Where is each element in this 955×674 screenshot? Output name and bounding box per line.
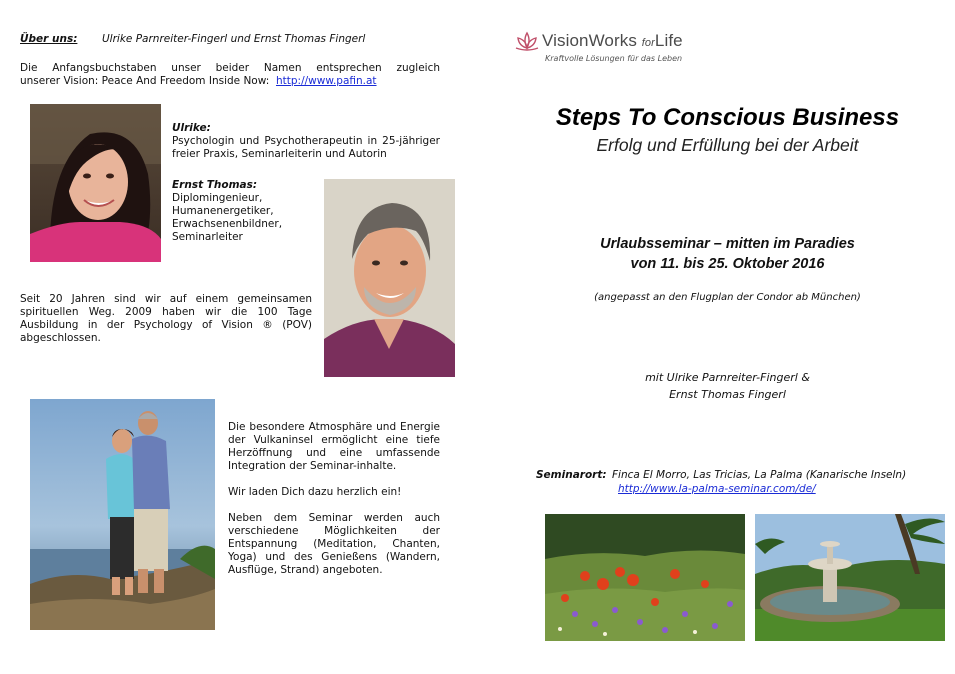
journey-text: Seit 20 Jahren sind wir auf einem gemeinsamen spirituellen Weg. 2009 haben wir die 100 Tage Ausbildung in der Psychology of Vision ® (POV) abgeschlossen. [20, 293, 312, 344]
hosts-line-2: Ernst Thomas Fingerl [669, 388, 786, 401]
ernst-line-4: Seminarleiter [172, 231, 243, 243]
venue-link[interactable]: http://www.la-palma-seminar.com/de/ [618, 483, 816, 495]
ernst-name: Ernst Thomas: [172, 179, 258, 191]
ernst-info [172, 179, 317, 244]
ernst-photo [324, 179, 455, 377]
venue-label: Seminarort: [536, 469, 607, 481]
logo-brand: VisionWorks [542, 31, 637, 50]
seminar-title: Urlaubsseminar – mitten im Paradies [600, 236, 855, 252]
seminar-note: (angepasst an den Flugplan der Condor ab München) [594, 292, 861, 303]
island-paragraph-3: Neben dem Seminar werden auch verschiedene Möglichkeiten der Entspannung (Meditation, Chanten, Yoga) und des Genießens (Wandern, Ausflüge, Strand) angeboten. [228, 512, 440, 576]
ernst-line-3: Erwachsenenbildner, [172, 218, 283, 230]
lotus-icon [514, 30, 540, 52]
ulrike-name: Ulrike: [172, 122, 211, 134]
ulrike-description: Psychologin und Psychotherapeutin in 25-jähriger freier Praxis, Seminarleiterin und Autorin [172, 135, 440, 160]
ernst-line-1: Diplomingenieur, [172, 192, 263, 204]
sub-title: Erfolg und Erfüllung bei der Arbeit [596, 135, 859, 155]
couple-photo [30, 399, 215, 630]
pafin-link[interactable]: http://www.pafin.at [275, 75, 377, 87]
intro-line-2: unserer Vision: Peace And Freedom Inside Now: [20, 75, 270, 87]
seminar-dates: von 11. bis 25. Oktober 2016 [630, 256, 825, 272]
island-paragraph-1: Die besondere Atmosphäre und Energie der Vulkaninsel ermöglicht eine tiefe Herzöffnung und eine umfassende Integration der Seminar-inhalte. [228, 421, 440, 472]
island-paragraph-2: Wir laden Dich dazu herzlich ein! [228, 486, 402, 498]
logo-for: for [641, 37, 655, 49]
intro-text [20, 62, 440, 88]
fountain-photo [755, 514, 945, 641]
intro-line-1: Die Anfangsbuchstaben unser beider Namen entsprechen zugleich [20, 62, 440, 74]
ernst-line-2: Humanenergetiker, [172, 205, 274, 217]
island-text [228, 421, 440, 590]
logo-life: Life [654, 31, 683, 50]
venue-text: Finca El Morro, Las Tricias, La Palma (Kanarische Inseln) [612, 469, 907, 481]
logo-tagline: Kraftvolle Lösungen für das Leben [545, 54, 683, 63]
ulrike-info [172, 122, 440, 161]
ulrike-photo [30, 104, 161, 262]
hosts-line-1: mit Ulrike Parnreiter-Fingerl & [645, 371, 810, 384]
logo-wordmark [542, 31, 683, 51]
about-heading: Über uns: [20, 33, 78, 45]
flower-meadow-photo [545, 514, 745, 641]
main-title: Steps To Conscious Business [555, 104, 900, 131]
about-names: Ulrike Parnreiter-Fingerl und Ernst Thomas Fingerl [102, 33, 366, 45]
